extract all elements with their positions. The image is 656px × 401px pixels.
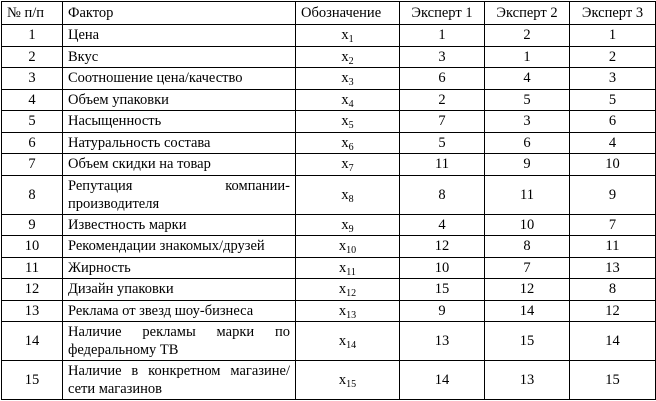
symbol-var: x xyxy=(341,91,349,108)
symbol-cell xyxy=(296,300,400,322)
expert-2-score: 5 xyxy=(485,89,570,111)
row-num: 4 xyxy=(2,89,63,111)
expert-ranking-table xyxy=(1,1,656,400)
header-factor: Фактор xyxy=(63,2,296,25)
factor-cell: Цена xyxy=(63,25,296,47)
table-row xyxy=(2,132,656,154)
header-symbol: Обозначение xyxy=(296,2,400,25)
factor-cell: Дизайн упаковки xyxy=(63,279,296,301)
expert-1-score: 7 xyxy=(400,111,485,133)
symbol-var: x xyxy=(341,216,349,233)
expert-2-score: 1 xyxy=(485,46,570,68)
symbol-index: 14 xyxy=(346,340,357,351)
row-num: 3 xyxy=(2,68,63,90)
expert-2-score: 9 xyxy=(485,154,570,176)
expert-2-score: 10 xyxy=(485,214,570,236)
expert-2-score: 2 xyxy=(485,25,570,47)
symbol-index: 4 xyxy=(348,98,354,110)
symbol-index: 8 xyxy=(348,193,354,205)
row-num: 13 xyxy=(2,300,63,322)
factor-cell: Вкус xyxy=(63,46,296,68)
symbol-index: 6 xyxy=(348,141,354,153)
expert-3-score: 15 xyxy=(570,361,656,400)
expert-1-score: 6 xyxy=(400,68,485,90)
expert-2-score: 13 xyxy=(485,361,570,400)
expert-2-score: 4 xyxy=(485,68,570,90)
factor-cell: Соотношение цена/качество xyxy=(63,68,296,90)
symbol-var: x xyxy=(341,113,349,130)
symbol-cell xyxy=(296,25,400,47)
expert-1-score: 3 xyxy=(400,46,485,68)
factor-cell: Наличие в конкретном магазине/сети магазинов xyxy=(63,361,296,400)
row-num: 11 xyxy=(2,257,63,279)
symbol-index: 10 xyxy=(346,245,357,257)
symbol-var: x xyxy=(341,70,349,87)
symbol-index: 2 xyxy=(348,55,354,67)
symbol-index: 3 xyxy=(348,77,354,89)
symbol-cell xyxy=(296,111,400,133)
symbol-var: x xyxy=(341,186,349,203)
symbol-index: 15 xyxy=(346,379,357,390)
symbol-var: x xyxy=(341,134,349,151)
expert-3-score: 9 xyxy=(570,175,656,214)
factor-cell: Насыщенность xyxy=(63,111,296,133)
symbol-cell xyxy=(296,132,400,154)
table-row xyxy=(2,68,656,90)
symbol-var: x xyxy=(338,333,347,349)
table-row xyxy=(2,257,656,279)
factor-cell: Жирность xyxy=(63,257,296,279)
header-expert-1: Эксперт 1 xyxy=(400,2,485,25)
table-row xyxy=(2,111,656,133)
expert-1-score: 8 xyxy=(400,175,485,214)
expert-3-score: 2 xyxy=(570,46,656,68)
table-row xyxy=(2,154,656,176)
table-row xyxy=(2,46,656,68)
row-num: 10 xyxy=(2,236,63,258)
table-row xyxy=(2,175,656,214)
symbol-index: 11 xyxy=(346,266,356,278)
factor-cell: Известность марки xyxy=(63,214,296,236)
table-row xyxy=(2,25,656,47)
expert-1-score: 14 xyxy=(400,361,485,400)
symbol-index: 9 xyxy=(348,223,354,235)
expert-3-score: 14 xyxy=(570,322,656,361)
symbol-cell xyxy=(296,68,400,90)
expert-3-score: 5 xyxy=(570,89,656,111)
row-num: 1 xyxy=(2,25,63,47)
table-row xyxy=(2,89,656,111)
factor-cell: Реклама от звезд шоу-бизнеса xyxy=(63,300,296,322)
table-row xyxy=(2,279,656,301)
row-num: 2 xyxy=(2,46,63,68)
expert-2-score: 8 xyxy=(485,236,570,258)
expert-1-score: 12 xyxy=(400,236,485,258)
symbol-index: 5 xyxy=(348,120,354,132)
expert-1-score: 4 xyxy=(400,214,485,236)
expert-2-score: 12 xyxy=(485,279,570,301)
factor-cell: Объем упаковки xyxy=(63,89,296,111)
expert-3-score: 10 xyxy=(570,154,656,176)
expert-2-score: 15 xyxy=(485,322,570,361)
expert-3-score: 1 xyxy=(570,25,656,47)
row-num: 12 xyxy=(2,279,63,301)
header-num: № п/п xyxy=(2,2,63,25)
row-num: 6 xyxy=(2,132,63,154)
table-row xyxy=(2,361,656,400)
symbol-var: x xyxy=(339,259,347,276)
row-num: 5 xyxy=(2,111,63,133)
header-row xyxy=(2,2,656,25)
row-num: 7 xyxy=(2,154,63,176)
expert-1-score: 2 xyxy=(400,89,485,111)
expert-3-score: 6 xyxy=(570,111,656,133)
expert-1-score: 15 xyxy=(400,279,485,301)
symbol-index: 1 xyxy=(348,34,354,46)
expert-1-score: 5 xyxy=(400,132,485,154)
symbol-index: 7 xyxy=(348,163,354,175)
symbol-cell xyxy=(296,236,400,258)
symbol-cell xyxy=(296,175,400,214)
expert-1-score: 9 xyxy=(400,300,485,322)
symbol-cell xyxy=(296,46,400,68)
row-num: 9 xyxy=(2,214,63,236)
symbol-cell xyxy=(296,214,400,236)
expert-1-score: 11 xyxy=(400,154,485,176)
expert-3-score: 8 xyxy=(570,279,656,301)
factor-cell: Натуральность состава xyxy=(63,132,296,154)
table-row xyxy=(2,236,656,258)
symbol-cell xyxy=(296,154,400,176)
factor-cell: Объем скидки на товар xyxy=(63,154,296,176)
symbol-cell xyxy=(296,89,400,111)
symbol-index: 12 xyxy=(346,288,357,300)
header-expert-2: Эксперт 2 xyxy=(485,2,570,25)
symbol-cell xyxy=(296,279,400,301)
symbol-var: x xyxy=(338,302,347,319)
factor-cell: Рекомендации знакомых/друзей xyxy=(63,236,296,258)
expert-2-score: 3 xyxy=(485,111,570,133)
row-num: 14 xyxy=(2,322,63,361)
symbol-cell xyxy=(296,361,400,400)
symbol-var: x xyxy=(338,238,347,255)
symbol-index: 13 xyxy=(346,309,357,321)
expert-1-score: 13 xyxy=(400,322,485,361)
expert-2-score: 11 xyxy=(485,175,570,214)
expert-1-score: 10 xyxy=(400,257,485,279)
table-row xyxy=(2,214,656,236)
symbol-cell xyxy=(296,322,400,361)
expert-3-score: 11 xyxy=(570,236,656,258)
row-num: 15 xyxy=(2,361,63,400)
header-expert-3: Эксперт 3 xyxy=(570,2,656,25)
expert-3-score: 3 xyxy=(570,68,656,90)
symbol-var: x xyxy=(341,48,349,65)
symbol-cell xyxy=(296,257,400,279)
symbol-var: x xyxy=(341,156,349,173)
expert-2-score: 14 xyxy=(485,300,570,322)
expert-3-score: 7 xyxy=(570,214,656,236)
row-num: 8 xyxy=(2,175,63,214)
symbol-var: x xyxy=(341,27,349,44)
table-row xyxy=(2,322,656,361)
expert-3-score: 12 xyxy=(570,300,656,322)
factor-cell: Наличие рекламы марки по федеральному ТВ xyxy=(63,322,296,361)
symbol-var: x xyxy=(338,372,347,388)
expert-1-score: 1 xyxy=(400,25,485,47)
expert-3-score: 13 xyxy=(570,257,656,279)
factor-cell: Репутация компании-производителя xyxy=(63,175,296,214)
expert-3-score: 4 xyxy=(570,132,656,154)
table-row xyxy=(2,300,656,322)
expert-2-score: 6 xyxy=(485,132,570,154)
expert-2-score: 7 xyxy=(485,257,570,279)
symbol-var: x xyxy=(338,281,347,298)
